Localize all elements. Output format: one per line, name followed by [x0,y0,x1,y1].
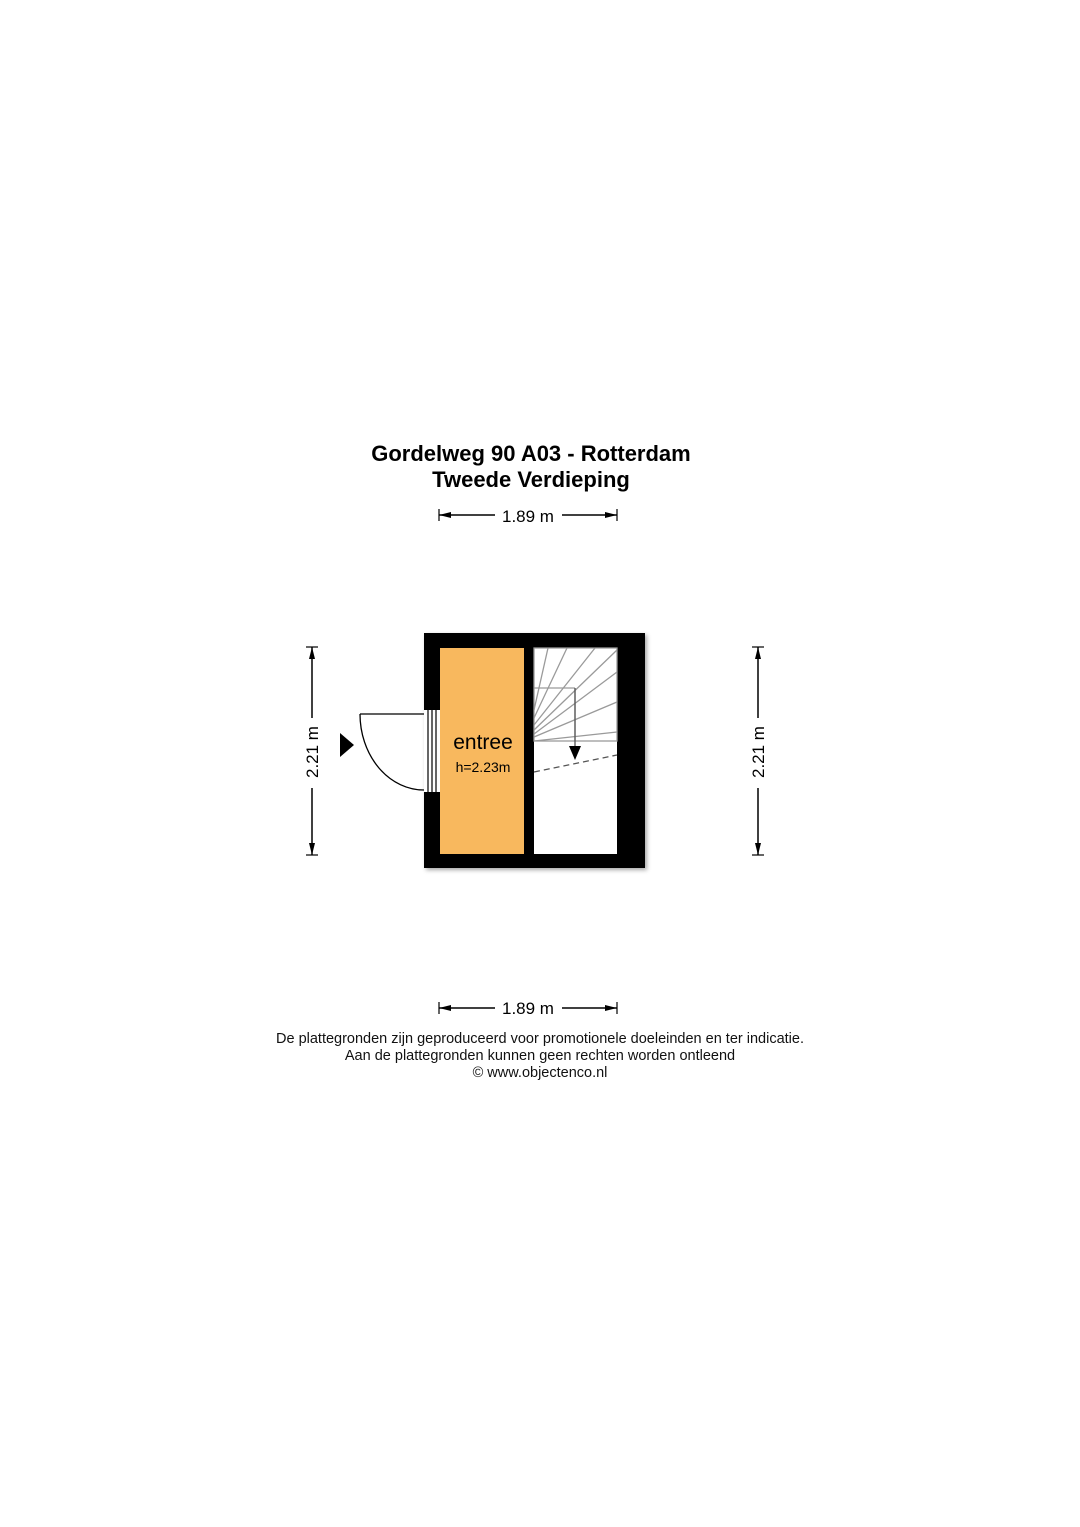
entrance-arrow-icon [340,733,354,757]
top-width-label: 1.89 m [502,507,554,526]
right-height-dimension [749,647,768,855]
room-name-entree: entree [453,731,513,754]
left-height-dimension [303,647,322,855]
top-width-dimension [439,507,617,526]
door-swing [360,714,424,790]
bottom-width-label: 1.89 m [502,999,554,1018]
floor-label: Tweede Verdieping [432,467,630,492]
interior-wall [524,740,534,854]
right-height-label: 2.21 m [749,726,768,778]
room-height-entree: h=2.23m [455,759,511,775]
left-height-label: 2.21 m [303,726,322,778]
bottom-width-dimension [439,999,617,1018]
disclaimer-line-1: De plattegronden zijn geproduceerd voor promotionele doeleinden en ter indicatie. [276,1031,804,1047]
plan-title: Gordelweg 90 A03 - Rotterdam [371,441,691,466]
copyright-line: © www.objectenco.nl [472,1065,608,1081]
disclaimer-line-2: Aan de plattegronden kunnen geen rechten worden ontleend [344,1048,736,1064]
